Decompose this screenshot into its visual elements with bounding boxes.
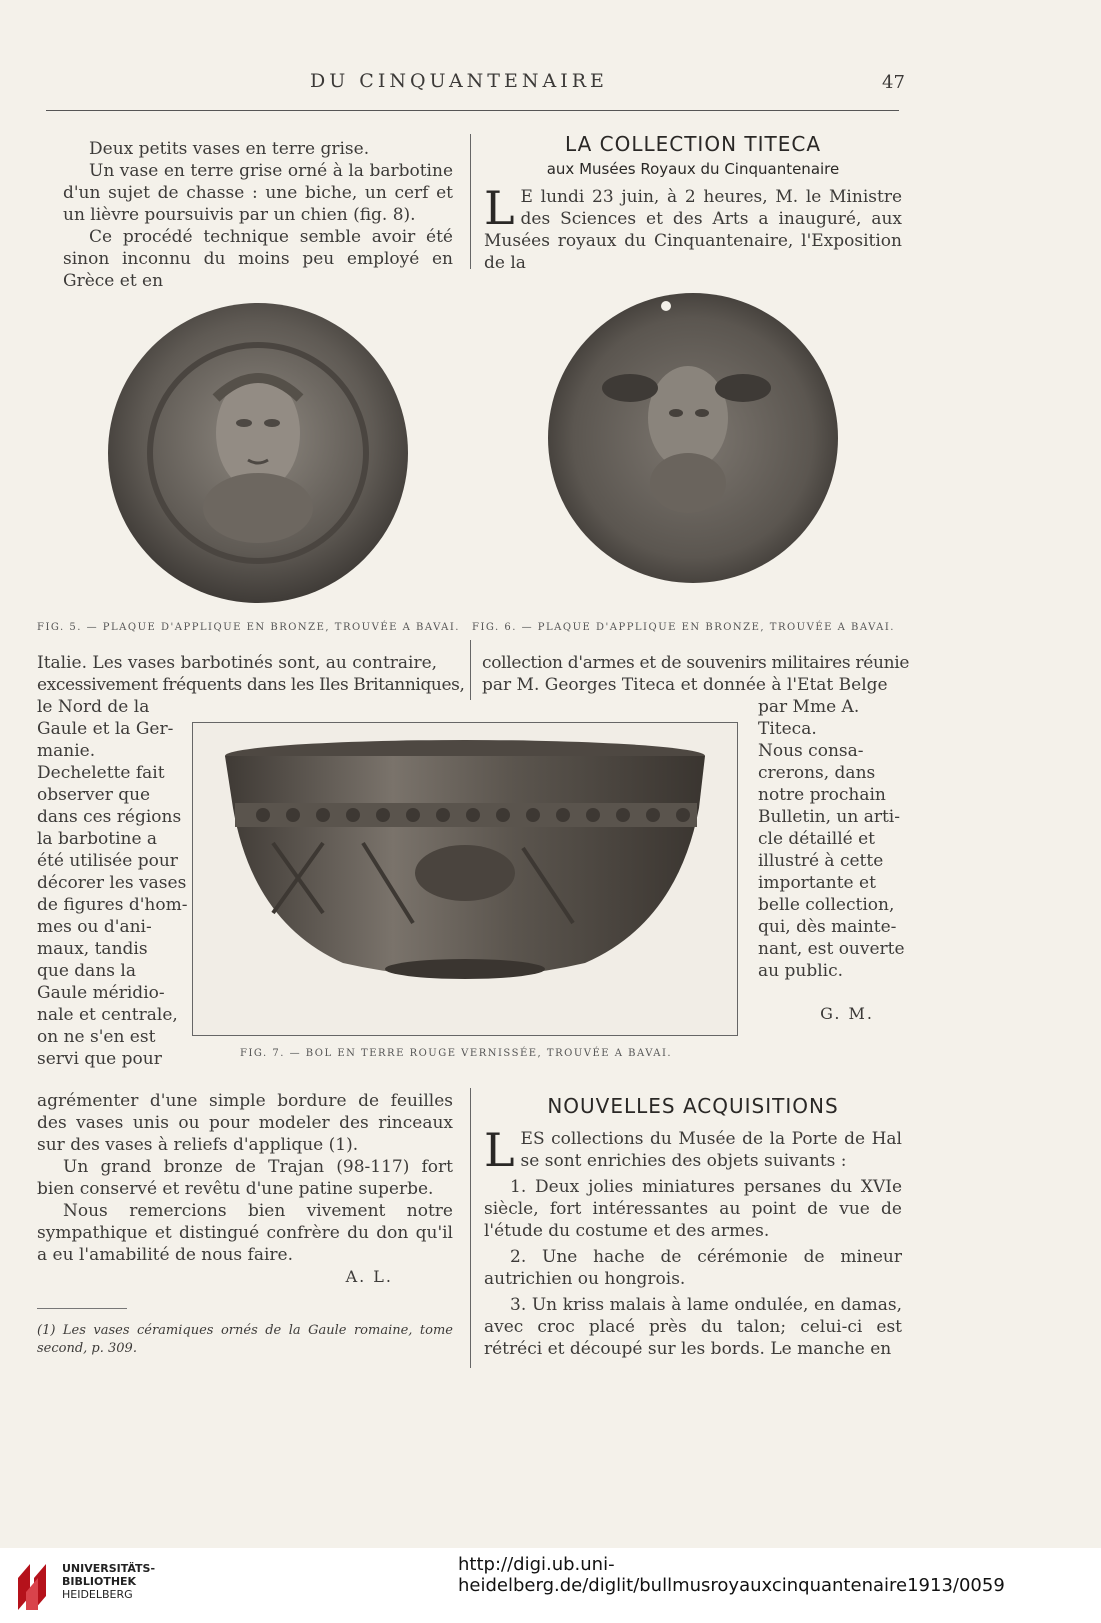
text-line: belle collection, — [758, 895, 895, 915]
footnote-rule — [37, 1308, 127, 1309]
source-url-link[interactable]: http://digi.ub.uni-heidelberg.de/diglit/bullmusroyauxcinquantenaire1913/0059 — [458, 1554, 1005, 1596]
text-line: Italie. Les vases barbotinés sont, au contraire, — [37, 653, 438, 673]
text-line: Titeca. — [758, 719, 817, 739]
figure-6-caption: FIG. 6. — PLAQUE D'APPLIQUE EN BRONZE, TROUVÉE A BAVAI. — [472, 622, 895, 633]
figure-5-image — [98, 298, 418, 618]
paragraph: Un vase en terre grise orné à la barbotine d'un sujet de chasse : une biche, un cerf et un lièvre poursuivis par un chien (fig. 8). — [63, 161, 453, 225]
text-line: au public. — [758, 961, 843, 981]
right-column-mid — [482, 652, 910, 696]
text-line: mes ou d'ani- — [37, 917, 152, 937]
paragraph: ES collections du Musée de la Porte de Hal se sont enrichies des objets suivants : — [520, 1129, 902, 1171]
right-wrap-text — [758, 696, 905, 982]
signature-gm: G. M. — [820, 1004, 874, 1023]
text-line: excessivement fréquents dans les Iles Britanniques, — [37, 675, 465, 695]
paragraph: Un grand bronze de Trajan (98-117) fort bien conservé et revêtu d'une patine superbe. — [37, 1157, 453, 1199]
paragraph: E lundi 23 juin, à 2 heures, M. le Ministre des Sciences et des Arts a inauguré, aux Musées royaux du Cinquantenaire, l'Exposition de la — [484, 187, 902, 273]
text-line: manie. — [37, 741, 96, 761]
text-line: crerons, dans — [758, 763, 876, 783]
page-header — [40, 66, 1080, 106]
section-heading: NOUVELLES ACQUISITIONS — [547, 1094, 839, 1118]
paragraph: Deux petits vases en terre grise. — [89, 139, 370, 159]
text-line: nant, est ouverte — [758, 939, 905, 959]
text-line: cle détaillé et — [758, 829, 875, 849]
right-column-top — [484, 132, 902, 274]
text-line: qui, dès mainte- — [758, 917, 897, 937]
column-divider-mid — [470, 640, 471, 700]
paragraph: agrémenter d'une simple bordure de feuilles des vases unis ou pour modeler des rinceaux sur des vases à reliefs d'applique (1). — [37, 1091, 453, 1155]
text-line: notre prochain — [758, 785, 886, 805]
section-subheading: aux Musées Royaux du Cinquantenaire — [546, 160, 840, 178]
paragraph: Ce procédé technique semble avoir été sinon inconnu du moins peu employé en Grèce et en — [63, 227, 453, 291]
text-line: le Nord de la — [37, 697, 150, 717]
text-line: été utilisée pour — [37, 851, 178, 871]
list-item: 3. Un kriss malais à lame ondulée, en damas, avec croc placé près du talon; celui-ci est rétréci et découpé sur les bords. Le manche en — [484, 1295, 902, 1359]
text-line: illustré à cette — [758, 851, 884, 871]
text-line: décorer les vases — [37, 873, 187, 893]
list-item: 2. Une hache de cérémonie de mineur autrichien ou hongrois. — [484, 1247, 902, 1289]
drop-cap: L — [484, 1123, 515, 1177]
library-name: UNIVERSITÄTS- BIBLIOTHEK HEIDELBERG — [62, 1562, 156, 1601]
page-number: 47 — [882, 72, 905, 93]
column-divider-top — [470, 134, 471, 269]
paragraph: Nous remercions bien vivement notre sympathique et distingué confrère du don qu'il a eu l'amabilité de nous faire. — [37, 1201, 453, 1265]
text-line: dans ces régions — [37, 807, 182, 827]
text-line: collection d'armes et de souvenirs militaires réunie — [482, 653, 910, 673]
text-line: Gaule méridio- — [37, 983, 165, 1003]
running-title: DU CINQUANTENAIRE — [310, 70, 608, 92]
footnote: (1) Les vases céramiques ornés de la Gaule romaine, tome second, p. 309. — [37, 1323, 453, 1356]
text-line: que dans la — [37, 961, 136, 981]
library-logo-icon — [16, 1556, 56, 1612]
text-line: la barbotine a — [37, 829, 158, 849]
signature-al: A. L. — [345, 1267, 393, 1286]
drop-cap: L — [484, 181, 515, 235]
section-body — [484, 181, 902, 274]
text-line: Gaule et la Ger- — [37, 719, 174, 739]
section-heading: LA COLLECTION TITECA — [564, 132, 822, 156]
text-line: maux, tandis — [37, 939, 148, 959]
text-line: de figures d'hom- — [37, 895, 188, 915]
left-column-mid — [37, 652, 465, 696]
left-column-bottom — [37, 1090, 453, 1288]
text-line: importante et — [758, 873, 876, 893]
text-line: observer que — [37, 785, 151, 805]
column-divider-bottom — [470, 1088, 471, 1368]
figure-7-image — [193, 723, 737, 1035]
nouvelles-section — [484, 1094, 902, 1360]
text-line: nale et centrale, — [37, 1005, 178, 1025]
text-line: Nous consa- — [758, 741, 864, 761]
left-wrap-text — [37, 696, 188, 1070]
text-line: par M. Georges Titeca et donnée à l'Etat Belge — [482, 675, 888, 695]
text-line: on ne s'en est — [37, 1027, 156, 1047]
text-line: Bulletin, un arti- — [758, 807, 900, 827]
text-line: Dechelette fait — [37, 763, 165, 783]
library-footer — [0, 1548, 1101, 1623]
header-rule — [46, 110, 899, 111]
figure-7-caption: FIG. 7. — BOL EN TERRE ROUGE VERNISSÉE, TROUVÉE A BAVAI. — [240, 1048, 673, 1059]
figure-5-caption: FIG. 5. — PLAQUE D'APPLIQUE EN BRONZE, TROUVÉE A BAVAI. — [37, 622, 460, 633]
text-line: servi que pour — [37, 1049, 162, 1069]
left-column-top — [63, 138, 453, 292]
figure-7-frame — [192, 722, 738, 1036]
section-body — [484, 1123, 902, 1360]
list-item: 1. Deux jolies miniatures persanes du XVIe siècle, fort intéressantes au point de vue de l'étude du costume et des armes. — [484, 1177, 902, 1241]
text-line: par Mme A. — [758, 697, 860, 717]
figure-6-image — [538, 288, 848, 608]
